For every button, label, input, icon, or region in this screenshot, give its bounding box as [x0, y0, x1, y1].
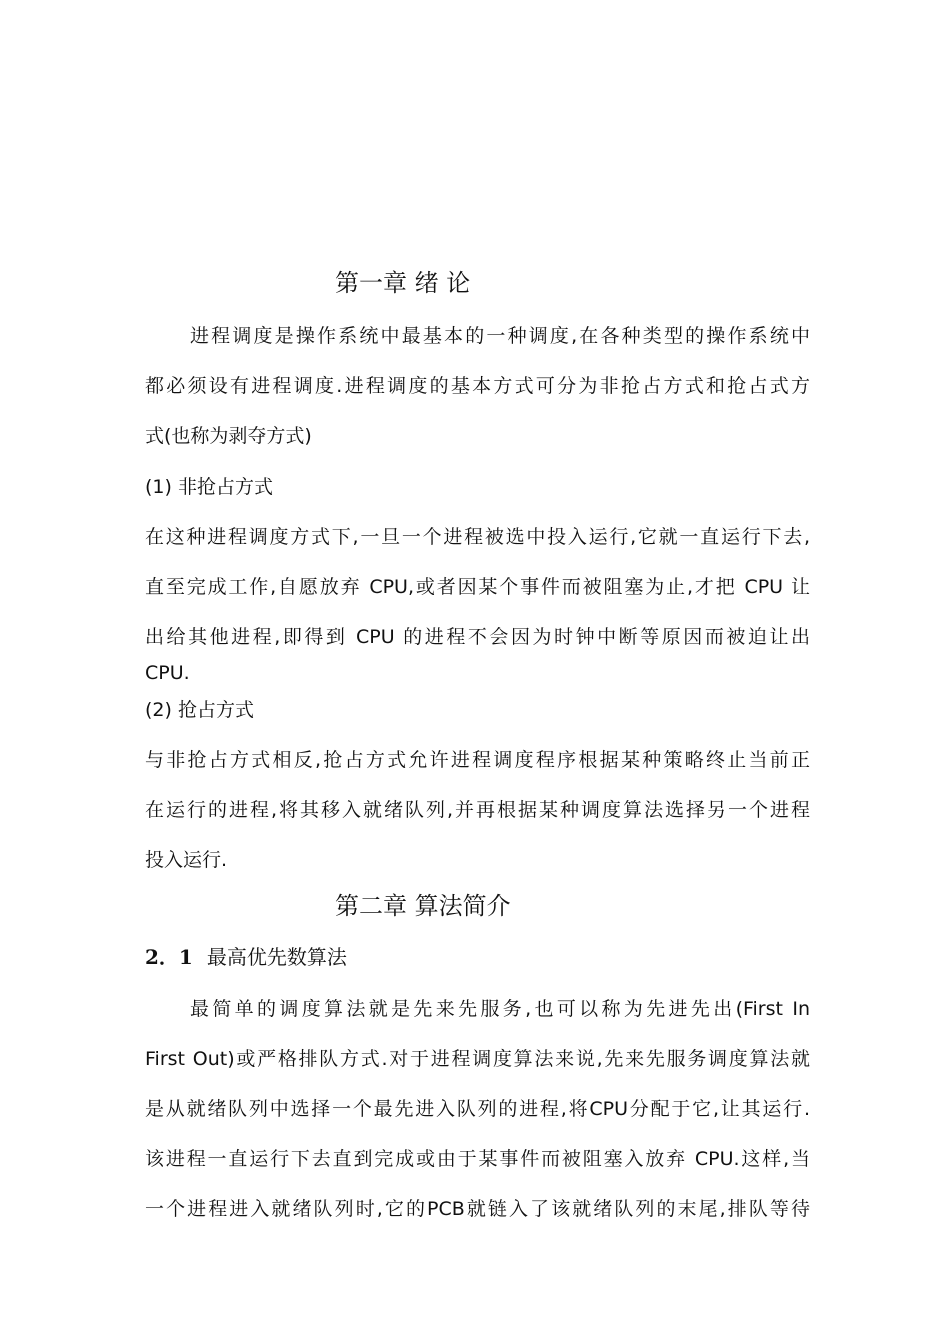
- paragraph-line: 出给其他进程,即得到 CPU 的进程不会因为时钟中断等原因而被迫让出: [145, 626, 810, 648]
- paragraph-line: 直至完成工作,自愿放弃 CPU,或者因某个事件而被阻塞为止,才把 CPU 让: [145, 576, 810, 598]
- paragraph-line: 进程调度是操作系统中最基本的一种调度,在各种类型的操作系统中: [190, 325, 810, 347]
- section-number: 2．1: [145, 945, 193, 969]
- paragraph-line: 最简单的调度算法就是先来先服务,也可以称为先进先出(First In: [190, 998, 810, 1020]
- paragraph-line: 与非抢占方式相反,抢占方式允许进程调度程序根据某种策略终止当前正: [145, 749, 810, 771]
- paragraph-line: 都必须设有进程调度.进程调度的基本方式可分为非抢占方式和抢占式方: [145, 375, 810, 397]
- paragraph-line: CPU.: [145, 662, 190, 684]
- paragraph-line: 一个进程进入就绪队列时,它的PCB就链入了该就绪队列的末尾,排队等待: [145, 1198, 810, 1220]
- paragraph-line: 式(也称为剥夺方式): [145, 425, 312, 447]
- paragraph-line: First Out)或严格排队方式.对于进程调度算法来说,先来先服务调度算法就: [145, 1048, 810, 1070]
- paragraph-line: 在这种进程调度方式下,一旦一个进程被选中投入运行,它就一直运行下去,: [145, 526, 810, 548]
- section-2-1-heading: [145, 944, 347, 970]
- section-title: 最高优先数算法: [206, 945, 347, 969]
- item-1-heading: (1) 非抢占方式: [145, 476, 273, 498]
- chapter-1-title: 第一章 绪 论: [335, 269, 471, 297]
- item-2-heading: (2) 抢占方式: [145, 699, 254, 721]
- paragraph-line: 是从就绪队列中选择一个最先进入队列的进程,将CPU分配于它,让其运行.: [145, 1098, 810, 1120]
- chapter-2-title: 第二章 算法简介: [335, 892, 511, 920]
- paragraph-line: 投入运行.: [145, 849, 228, 871]
- paragraph-line: 该进程一直运行下去直到完成或由于某事件而被阻塞入放弃 CPU.这样,当: [145, 1148, 810, 1170]
- paragraph-line: 在运行的进程,将其移入就绪队列,并再根据某种调度算法选择另一个进程: [145, 799, 810, 821]
